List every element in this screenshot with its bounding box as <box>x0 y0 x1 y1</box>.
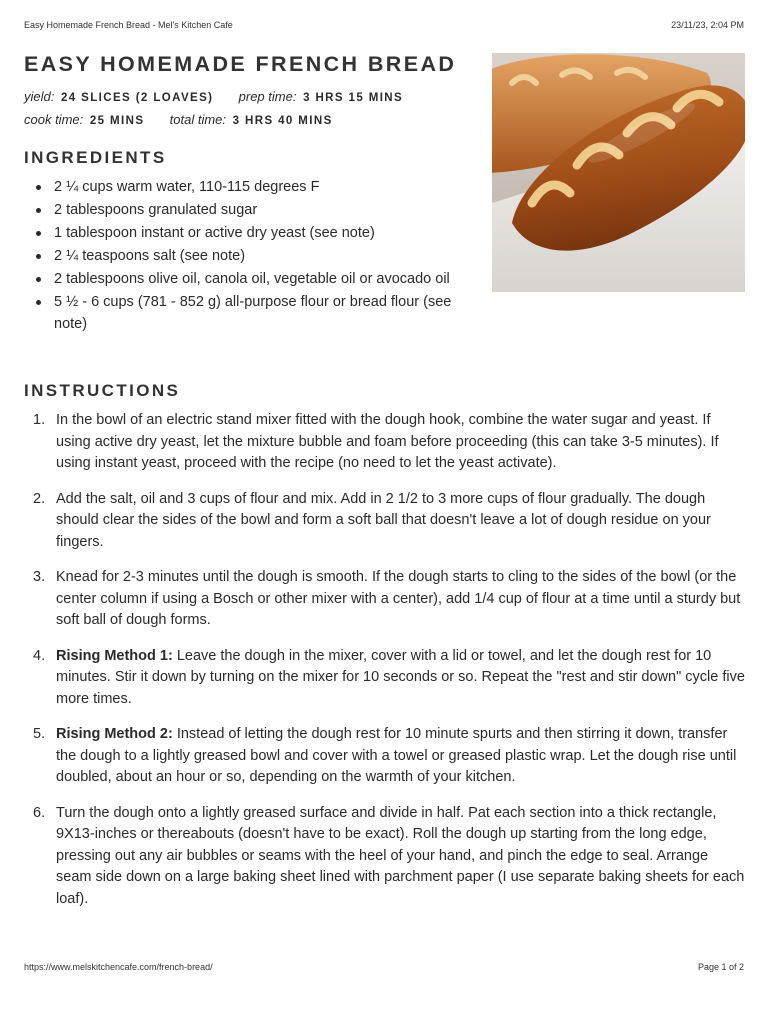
step-text: In the bowl of an electric stand mixer fitted with the dough hook, combine the water sugar and yeast. If using active dry yeast, let the mixture bubble and foam before proceeding (this can take 3-5 minutes). If using instant yeast, proceed with the recipe (no need to let the yeast activate). <box>56 412 719 471</box>
page-number: Page 1 of 2 <box>697 962 744 972</box>
step-text: Instead of letting the dough rest for 10 minute spurts and then stirring it down, transfer the dough to a lightly greased bowl and cover with a towel or greased plastic wrap. Let the dough rise until doubled, about an hour or so, depending on the warmth of your kitchen. <box>56 726 737 785</box>
step-text: Knead for 2-3 minutes until the dough is smooth. If the dough starts to cling to the sides of the bowl (or the center column if using a Bosch or other mixer with a center), add 1/4 cup of flour at a time until a sturdy but soft ball of dough forms. <box>56 569 741 628</box>
instruction-step <box>24 567 746 632</box>
instruction-step <box>24 803 746 911</box>
prep-time-value: 3 HRS 15 MINS <box>303 92 404 104</box>
ingredient-item: 2 tablespoons olive oil, canola oil, vegetable oil or avocado oil <box>24 269 476 291</box>
recipe-meta-yield-prep <box>24 89 403 104</box>
step-number: 5. <box>33 726 46 742</box>
instructions-heading: INSTRUCTIONS <box>24 381 181 400</box>
cook-time-label: cook time: <box>24 112 84 127</box>
step-number: 1. <box>33 412 46 428</box>
step-bold-lead: Rising Method 1: <box>56 647 173 664</box>
total-time-value: 3 HRS 40 MINS <box>232 115 333 127</box>
prep-time-label: prep time: <box>238 89 297 104</box>
print-datetime: 23/11/23, 2:04 PM <box>671 20 744 30</box>
step-number: 2. <box>33 490 46 507</box>
ingredients-heading: INGREDIENTS <box>24 148 167 167</box>
print-page-title: Easy Homemade French Bread - Mel's Kitchen Cafe <box>24 20 233 30</box>
print-header <box>24 20 744 32</box>
print-footer <box>24 962 744 972</box>
recipe-title: EASY HOMEMADE FRENCH BREAD <box>24 52 457 76</box>
step-number: 6. <box>33 804 46 821</box>
yield-label: yield: <box>24 89 55 104</box>
instruction-step <box>24 489 746 554</box>
instruction-step <box>24 724 746 789</box>
ingredient-item: 1 tablespoon instant or active dry yeast (see note) <box>24 223 476 245</box>
source-url: https://www.melskitchencafe.com/french-bread/ <box>24 962 213 972</box>
step-number: 3. <box>33 569 46 585</box>
step-text: Add the salt, oil and 3 cups of flour and mix. Add in 2 1/2 to 3 more cups of flour gradually. The dough should clear the sides of the bowl and form a soft ball that doesn't leave a lot of dough residue on your fingers. <box>56 490 711 550</box>
ingredient-item: 5 ½ - 6 cups (781 - 852 g) all-purpose flour or bread flour (see note) <box>24 292 476 335</box>
instruction-step <box>24 646 746 711</box>
ingredient-item: 2 ¼ cups warm water, 110-115 degrees F <box>24 177 476 199</box>
ingredient-item: 2 tablespoons granulated sugar <box>24 200 476 222</box>
step-text: Turn the dough onto a lightly greased surface and divide in half. Pat each section into a thick rectangle, 9X13-inches or thereabouts (doesn't have to be exact). Roll the dough up starting from the long edge, pressing out any air bubbles or seams with the heel of your hand, and pinch the edge to seal. Arrange seam side down on a large baking sheet lined with parchment paper (I use separate baking sheets for each loaf). <box>56 804 745 907</box>
french-bread-photo <box>492 53 745 292</box>
total-time-label: total time: <box>169 112 227 127</box>
ingredient-item: 2 ¼ teaspoons salt (see note) <box>24 246 476 268</box>
cook-time-value: 25 MINS <box>89 115 145 127</box>
ingredients-list <box>24 177 476 337</box>
step-text: Leave the dough in the mixer, cover with a lid or towel, and let the dough rest for 10 minutes. Stir it down by turning on the mixer for 10 seconds or so. Repeat the "rest and stir down" cycle five more times. <box>56 647 745 707</box>
instruction-step <box>24 410 746 475</box>
recipe-meta-cook-total <box>24 112 333 127</box>
instructions-list <box>24 410 746 924</box>
step-number: 4. <box>33 647 46 664</box>
yield-value: 24 SLICES (2 LOAVES) <box>60 92 214 104</box>
step-bold-lead: Rising Method 2: <box>56 726 173 742</box>
